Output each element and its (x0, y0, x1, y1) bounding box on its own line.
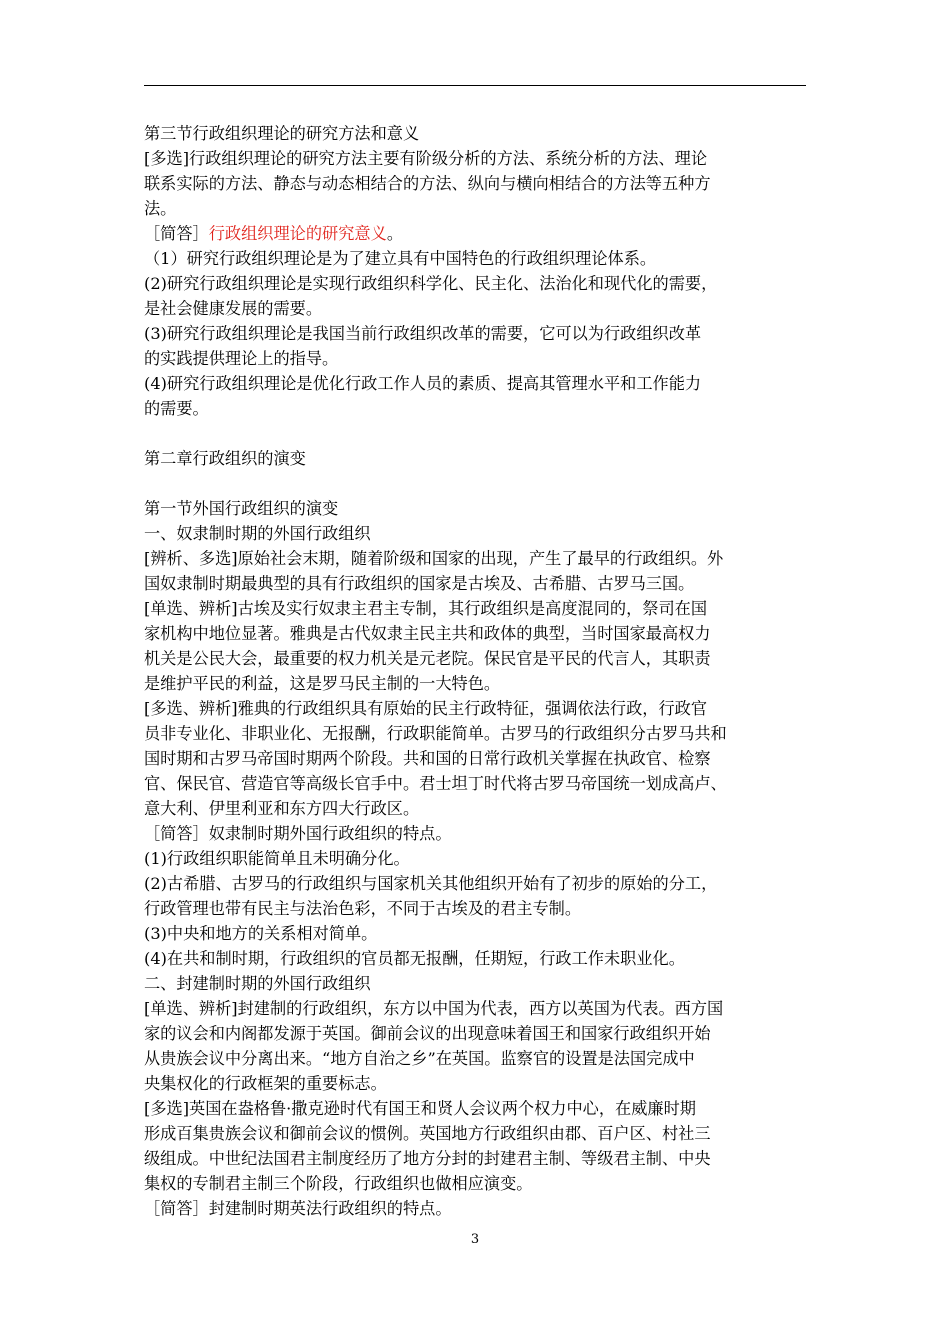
jianda-research-significance-line (144, 221, 812, 246)
paragraph-line: (4)研究行政组织理论是优化行政工作人员的素质、提高其管理水平和工作能力 (144, 374, 702, 393)
paragraph-line: [多选]行政组织理论的研究方法主要有阶级分析的方法、系统分析的方法、理论 (144, 149, 708, 168)
paragraph-line: 意大利、伊里利亚和东方四大行政区。 (144, 799, 420, 818)
paragraph-line: ［简答］奴隶制时期外国行政组织的特点。 (144, 824, 452, 843)
paragraph-line: 从贵族会议中分离出来。“地方自治之乡”在英国。监察官的设置是法国完成中 (144, 1049, 695, 1068)
paragraph-line: [单选、辨析]封建制的行政组织，东方以中国为代表，西方以英国为代表。西方国 (144, 999, 724, 1018)
document-body (144, 121, 812, 1221)
section-heading-3: 第三节行政组织理论的研究方法和意义 (144, 124, 420, 143)
paragraph-line: 是社会健康发展的需要。 (144, 299, 323, 318)
paragraph-line: (3)中央和地方的关系相对简单。 (144, 924, 378, 943)
paragraph-line: 官、保民官、营造官等高级长官手中。君士坦丁时代将古罗马帝国统一划成高卢、 (144, 774, 727, 793)
paragraph-line: ［简答］封建制时期英法行政组织的特点。 (144, 1199, 452, 1218)
paragraph-line: [单选、辨析]古埃及实行奴隶主君主专制，其行政组织是高度混同的，祭司在国 (144, 599, 708, 618)
paragraph-line: （1）研究行政组织理论是为了建立具有中国特色的行政组织理论体系。 (144, 249, 657, 268)
paragraph-line: 机关是公民大会，最重要的权力机关是元老院。保民官是平民的代言人，其职责 (144, 649, 711, 668)
header-rule (144, 85, 806, 86)
paragraph-line: 行政管理也带有民主与法治色彩，不同于古埃及的君主专制。 (144, 899, 582, 918)
paragraph-line: 的需要。 (144, 399, 209, 418)
paragraph-line: 国时期和古罗马帝国时期两个阶段。共和国的日常行政机关掌握在执政官、检察 (144, 749, 711, 768)
paragraph-line: [多选]英国在盎格鲁·撒克逊时代有国王和贤人会议两个权力中心，在威廉时期 (144, 1099, 696, 1118)
subsection-heading: 一、奴隶制时期的外国行政组织 (144, 524, 371, 543)
blank-line (144, 471, 812, 496)
subsection-heading: 二、封建制时期的外国行政组织 (144, 974, 371, 993)
paragraph-line: 家机构中地位显著。雅典是古代奴隶主民主共和政体的典型，当时国家最高权力 (144, 624, 711, 643)
paragraph-line: 集权的专制君主制三个阶段，行政组织也做相应演变。 (144, 1174, 533, 1193)
paragraph-line: 法。 (144, 199, 177, 218)
paragraph-line: 级组成。中世纪法国君主制度经历了地方分封的封建君主制、等级君主制、中央 (144, 1149, 711, 1168)
paragraph-line: 央集权化的行政框架的重要标志。 (144, 1074, 387, 1093)
paragraph-line: 家的议会和内阁都发源于英国。御前会议的出现意味着国王和国家行政组织开始 (144, 1024, 711, 1043)
page-number: 3 (470, 1232, 480, 1247)
highlighted-question: 行政组织理论的研究意义 (208, 224, 387, 243)
paragraph-line: 员非专业化、非职业化、无报酬，行政职能简单。古罗马的行政组织分古罗马共和 (144, 724, 727, 743)
paragraph-line: 形成百集贵族会议和御前会议的惯例。英国地方行政组织由郡、百户区、村社三 (144, 1124, 711, 1143)
paragraph-line: (2)研究行政组织理论是实现行政组织科学化、民主化、法治化和现代化的需要， (144, 274, 718, 293)
paragraph-line: [多选、辨析]雅典的行政组织具有原始的民主行政特征，强调依法行政，行政官 (144, 699, 708, 718)
paragraph-line: (3)研究行政组织理论是我国当前行政组织改革的需要，它可以为行政组织改革 (144, 324, 702, 343)
paragraph-line: [辨析、多选]原始社会末期，随着阶级和国家的出现，产生了最早的行政组织。外 (144, 549, 724, 568)
paragraph-line: (2)古希腊、古罗马的行政组织与国家机关其他组织开始有了初步的原始的分工， (144, 874, 718, 893)
blank-line (144, 421, 812, 446)
paragraph-line: (4)在共和制时期，行政组织的官员都无报酬，任期短，行政工作未职业化。 (144, 949, 685, 968)
question-end-mark: 。 (386, 224, 403, 243)
chapter-heading-2: 第二章行政组织的演变 (144, 449, 306, 468)
section-heading-1: 第一节外国行政组织的演变 (144, 499, 339, 518)
paragraph-line: 的实践提供理论上的指导。 (144, 349, 339, 368)
paragraph-line: 是维护平民的利益，这是罗马民主制的一大特色。 (144, 674, 501, 693)
paragraph-line: 联系实际的方法、静态与动态相结合的方法、纵向与横向相结合的方法等五种方 (144, 174, 711, 193)
paragraph-line: 国奴隶制时期最典型的具有行政组织的国家是古埃及、古希腊、古罗马三国。 (144, 574, 695, 593)
paragraph-line: (1)行政组织职能简单且未明确分化。 (144, 849, 410, 868)
jianda-tag: ［简答］ (144, 224, 209, 243)
